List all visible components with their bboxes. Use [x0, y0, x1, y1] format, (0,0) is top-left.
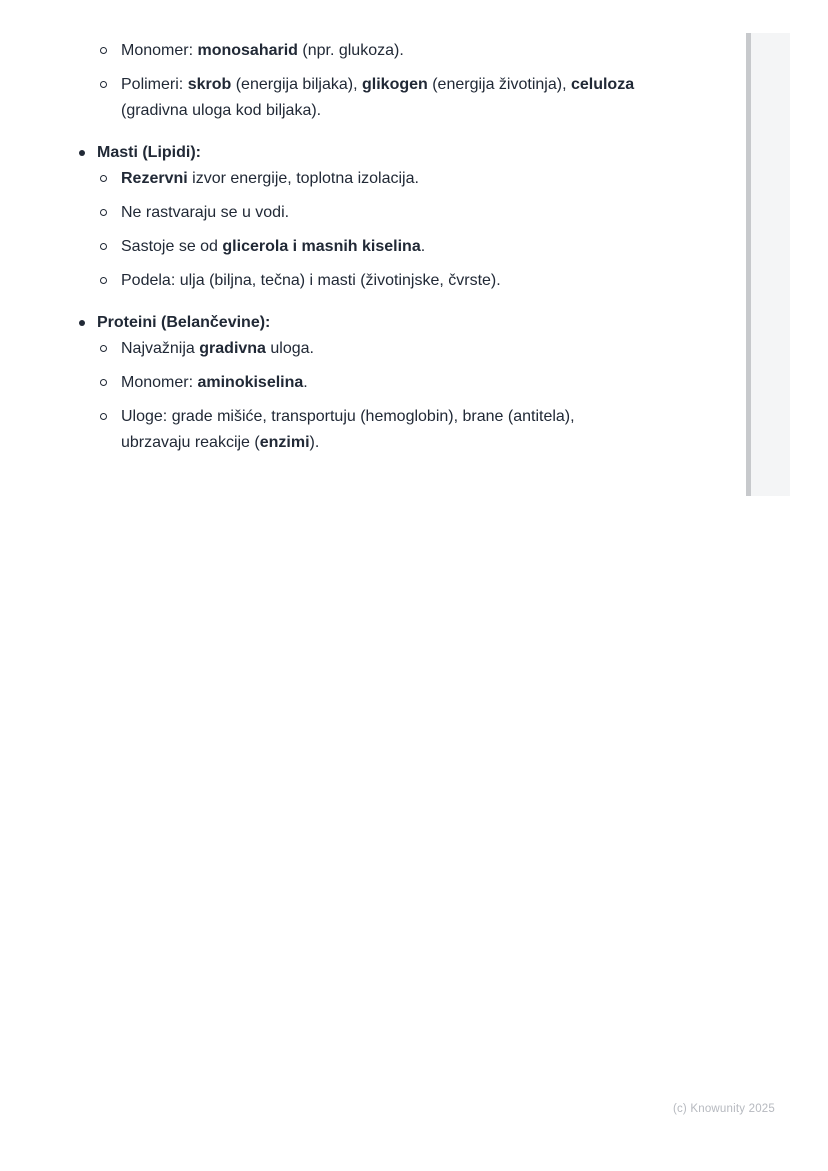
list-item — [0, 234, 425, 260]
bullet-disc-icon — [79, 150, 85, 156]
bullet-circle-icon — [100, 175, 107, 182]
text-run: Monomer: — [121, 42, 198, 59]
list-item — [0, 370, 308, 396]
text-run: (gradivna uloga kod biljaka). — [121, 102, 322, 119]
text-run: uloga. — [265, 340, 314, 357]
text-run: ubrzavaju reakcije ( — [121, 434, 260, 451]
scrollbar-thumb[interactable] — [746, 33, 751, 496]
bullet-circle-icon — [100, 379, 107, 386]
copyright-footer: (c) Knowunity 2025 — [672, 1103, 775, 1115]
text-run: Podela: ulja (biljna, tečna) i masti (životinjske, čvrste). — [121, 272, 501, 289]
text-run: Ne rastvaraju se u vodi. — [121, 204, 290, 221]
bold-text-run: glicerola i masnih kiselina — [222, 238, 421, 255]
bold-text-run: gradivna — [199, 340, 266, 357]
text-run: (energija biljaka), — [231, 76, 362, 93]
bullet-circle-icon — [100, 243, 107, 250]
bold-text-run: glikogen — [362, 76, 428, 93]
bold-text-run: Rezervni — [121, 170, 188, 187]
list-item — [0, 72, 634, 124]
bullet-circle-icon — [100, 277, 107, 284]
bullet-disc-icon — [79, 320, 85, 326]
bold-text-run: aminokiselina — [197, 374, 304, 391]
bold-text-run: skrob — [187, 76, 232, 93]
text-run: (energija životinja), — [427, 76, 571, 93]
bullet-circle-icon — [100, 47, 107, 54]
bullet-circle-icon — [100, 209, 107, 216]
text-run: (npr. glukoza). — [297, 42, 404, 59]
document-content — [0, 38, 760, 464]
bold-text-run: Masti (Lipidi): — [97, 144, 201, 161]
list-item-heading — [0, 310, 270, 336]
text-run: izvor energije, toplotna izolacija. — [187, 170, 419, 187]
scrollbar-track[interactable] — [746, 33, 790, 496]
text-run: . — [420, 238, 426, 255]
bold-text-run: monosaharid — [197, 42, 298, 59]
list-item — [0, 268, 501, 294]
list-item — [0, 404, 575, 456]
text-run: Sastoje se od — [121, 238, 223, 255]
bullet-circle-icon — [100, 81, 107, 88]
text-run: ). — [309, 434, 320, 451]
list-item — [0, 38, 404, 64]
list-item — [0, 200, 289, 226]
bullet-circle-icon — [100, 413, 107, 420]
list-item — [0, 336, 314, 362]
list-item — [0, 166, 419, 192]
text-run: . — [303, 374, 308, 391]
text-run: Monomer: — [121, 374, 198, 391]
text-run: Najvažnija — [121, 340, 200, 357]
bold-text-run: celuloza — [570, 76, 635, 93]
bullet-circle-icon — [100, 345, 107, 352]
bold-text-run: Proteini (Belančevine): — [97, 314, 271, 331]
text-run: Uloge: grade mišiće, transportuju (hemoglobin), brane (antitela), — [121, 408, 575, 425]
text-run: Polimeri: — [121, 76, 188, 93]
bold-text-run: enzimi — [259, 434, 310, 451]
list-item-heading — [0, 140, 201, 166]
